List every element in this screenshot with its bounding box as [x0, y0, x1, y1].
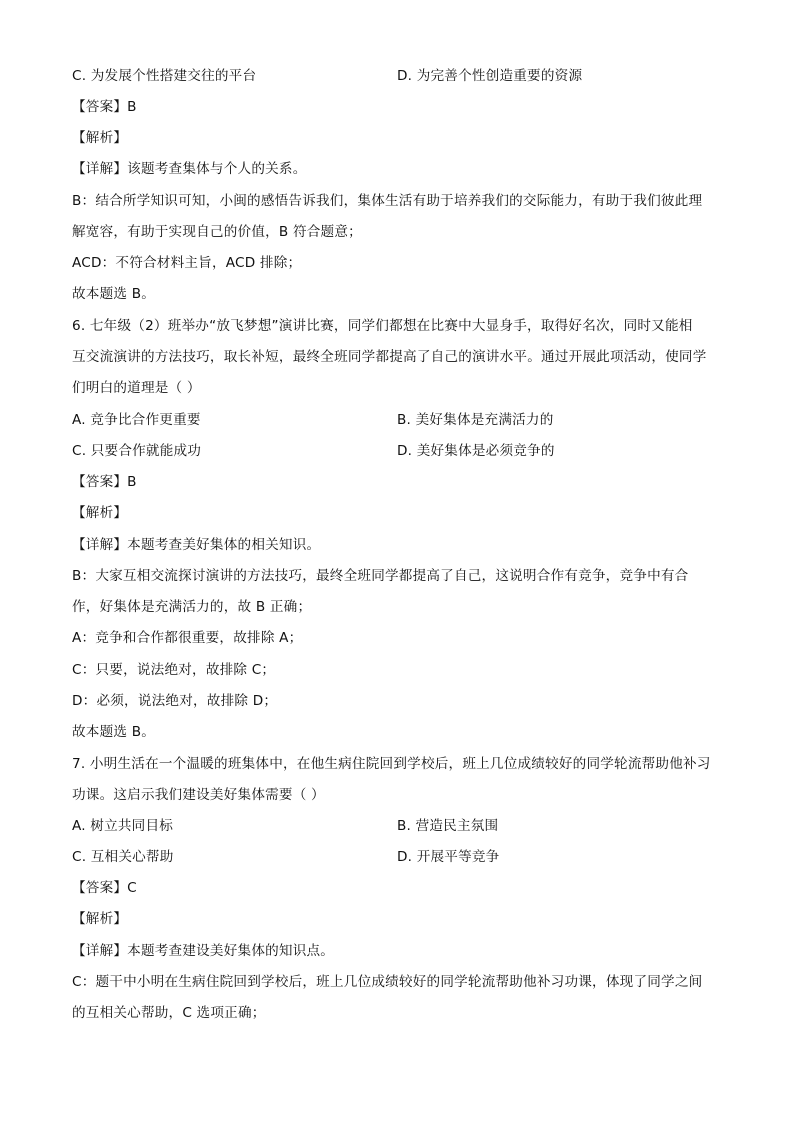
q6-option-c: C. 只要合作就能成功 [72, 443, 202, 459]
q7-option-b: B. 营造民主氛围 [397, 818, 499, 834]
q7-option-c: C. 互相关心帮助 [72, 849, 174, 865]
q7-c-explanation-line1: C：题干中小明在生病住院回到学校后，班上几位成绩较好的同学轮流帮助他补习功课，体现了同学之间 [72, 974, 703, 990]
q7-analysis-heading: 【解析】 [72, 911, 128, 927]
q6-detail: 【详解】本题考查美好集体的相关知识。 [72, 537, 321, 553]
q5-answer: 【答案】B [72, 99, 137, 115]
q6-stem-line2: 互交流演讲的方法技巧，取长补短，最终全班同学都提高了自己的演讲水平。通过开展此项活动，使同学 [72, 349, 707, 365]
q6-conclusion: 故本题选 B。 [72, 724, 156, 740]
q6-stem-line1: 6. 七年级（2）班举办“放飞梦想”演讲比赛，同学们都想在比赛中大显身手，取得好名次，同时又能相 [72, 318, 693, 334]
q5-b-explanation-line1: B：结合所学知识可知，小闽的感悟告诉我们，集体生活有助于培养我们的交际能力，有助于我们彼此理 [72, 193, 703, 209]
q5-detail: 【详解】该题考查集体与个人的关系。 [72, 161, 307, 177]
q6-answer: 【答案】B [72, 474, 137, 490]
q6-analysis-heading: 【解析】 [72, 505, 128, 521]
q7-option-a: A. 树立共同目标 [72, 818, 174, 834]
q7-stem-line2: 功课。这启示我们建设美好集体需要（ ） [72, 787, 325, 803]
q7-option-d: D. 开展平等竞争 [397, 849, 500, 865]
q6-option-d: D. 美好集体是必须竞争的 [397, 443, 555, 459]
q5-acd-explanation: ACD：不符合材料主旨，ACD 排除； [72, 255, 302, 271]
q5-option-d: D. 为完善个性创造重要的资源 [397, 68, 583, 84]
q7-c-explanation-line2: 的互相关心帮助，C 选项正确； [72, 1005, 266, 1021]
q6-option-a: A. 竞争比合作更重要 [72, 412, 201, 428]
q6-b-explanation-line2: 作，好集体是充满活力的，故 B 正确； [72, 599, 312, 615]
q5-conclusion: 故本题选 B。 [72, 286, 156, 302]
q5-option-c: C. 为发展个性搭建交往的平台 [72, 68, 257, 84]
q5-b-explanation-line2: 解宽容，有助于实现自己的价值，B 符合题意； [72, 224, 362, 240]
q5-analysis-heading: 【解析】 [72, 130, 128, 146]
q6-stem-line3: 们明白的道理是（ ） [72, 380, 201, 396]
q6-b-explanation-line1: B：大家互相交流探讨演讲的方法技巧，最终全班同学都提高了自己，这说明合作有竞争，竞争中有合 [72, 568, 689, 584]
q6-c-explanation: C：只要，说法绝对，故排除 C； [72, 662, 276, 678]
q7-detail: 【详解】本题考查建设美好集体的知识点。 [72, 943, 335, 959]
q7-stem-line1: 7. 小明生活在一个温暖的班集体中，在他生病住院回到学校后，班上几位成绩较好的同学轮流帮助他补习 [72, 756, 711, 772]
q6-d-explanation: D：必须，说法绝对，故排除 D； [72, 693, 278, 709]
q6-option-b: B. 美好集体是充满活力的 [397, 412, 554, 428]
q7-answer: 【答案】C [72, 880, 137, 896]
q6-a-explanation: A：竞争和合作都很重要，故排除 A； [72, 630, 303, 646]
